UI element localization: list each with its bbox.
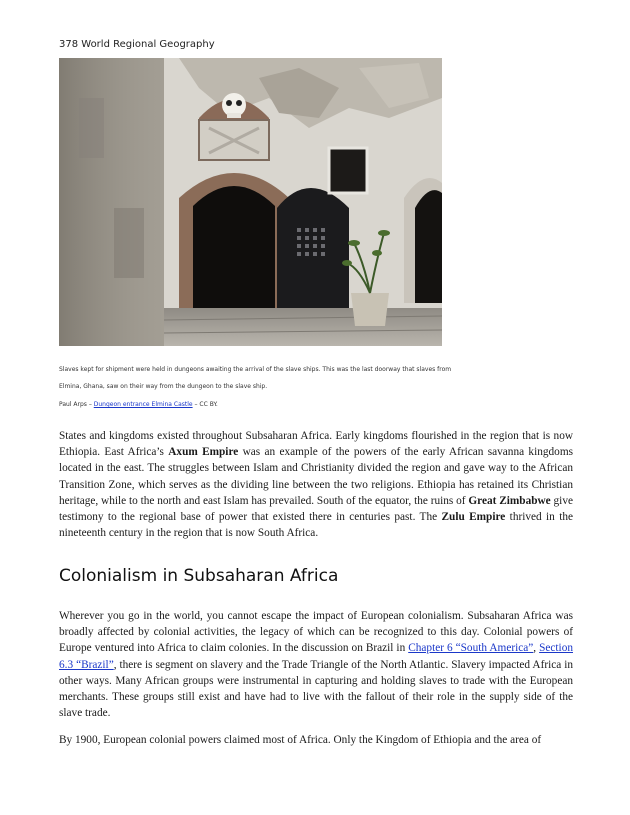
- running-head: 378 World Regional Geography: [59, 39, 215, 50]
- figure-caption: [59, 361, 454, 395]
- para3-text-1: By 1900, European colonial powers claimed most of Africa. Only the Kingdom of Ethiopia and the area of: [59, 734, 542, 746]
- para1-text-2: was an example of the powers of the early African savanna kingdoms located in the east. The struggles between Islam and Christianity divided the region and gave way to the African Transition Zone, which serves as the dividing line between the two religions. Ethiopia has retained its Christian heritage, while to the north and east Islam has prevailed. South of the equator, the ruins of: [59, 446, 574, 507]
- caption-line-1: Slaves kept for shipment were held in dungeons awaiting the arrival of the slave ships. This was the last doorway that slaves from: [59, 366, 452, 373]
- section-heading: Colonialism in Subsaharan Africa: [59, 566, 339, 586]
- para1-text-3: give testimony to the regional base of power that existed there in centuries past. The: [59, 494, 573, 524]
- paragraph-1900: [59, 732, 573, 748]
- para1-text-1: States and kingdoms existed throughout Subsaharan Africa. Early kingdoms flourished in the region that is now Ethiopia. East Africa’s: [59, 430, 573, 459]
- credit-author: Paul Arps –: [59, 401, 94, 408]
- dungeon-entrance-photo: [59, 58, 442, 346]
- paragraph-colonial-impact: [59, 608, 573, 721]
- chapter-6-link[interactable]: Chapter 6 “South America”: [408, 642, 534, 655]
- paragraph-early-kingdoms: [59, 428, 573, 541]
- para2-text-2: ,: [533, 642, 540, 655]
- credit-source-link[interactable]: Dungeon entrance Elmina Castle: [93, 401, 193, 408]
- term-axum-empire: Axum Empire: [168, 446, 239, 459]
- para2-text-3: , there is segment on slavery and the Trade Triangle of the North Atlantic. Slavery impacted Africa in other ways. Many African groups were instrumental in capturing and holding slaves to trade with the European merchants. These groups still exist and have had to live with the fallout of their role in the supply side of the slave trade.: [59, 658, 573, 720]
- section-6-3-link[interactable]: Section 6.3 “Brazil”: [59, 642, 573, 671]
- term-great-zimbabwe: Great Zimbabwe: [468, 494, 551, 507]
- figure-credit: [59, 401, 218, 408]
- term-zulu-empire: Zulu Empire: [441, 511, 506, 524]
- credit-license: – CC BY.: [192, 401, 218, 408]
- caption-line-2: Elmina, Ghana, saw on their way from the dungeon to the slave ship.: [59, 383, 268, 390]
- para2-text-1: Wherever you go in the world, you cannot escape the impact of European colonialism. Subsaharan Africa was broadly affected by colonial activities, the legacy of which can be recognized to this day. Colonial powers of Europe ventured into Africa to claim colonies. In the discussion on Brazil in: [59, 610, 573, 655]
- para1-text-4: thrived in the nineteenth century in the region that is now South Africa.: [59, 511, 574, 540]
